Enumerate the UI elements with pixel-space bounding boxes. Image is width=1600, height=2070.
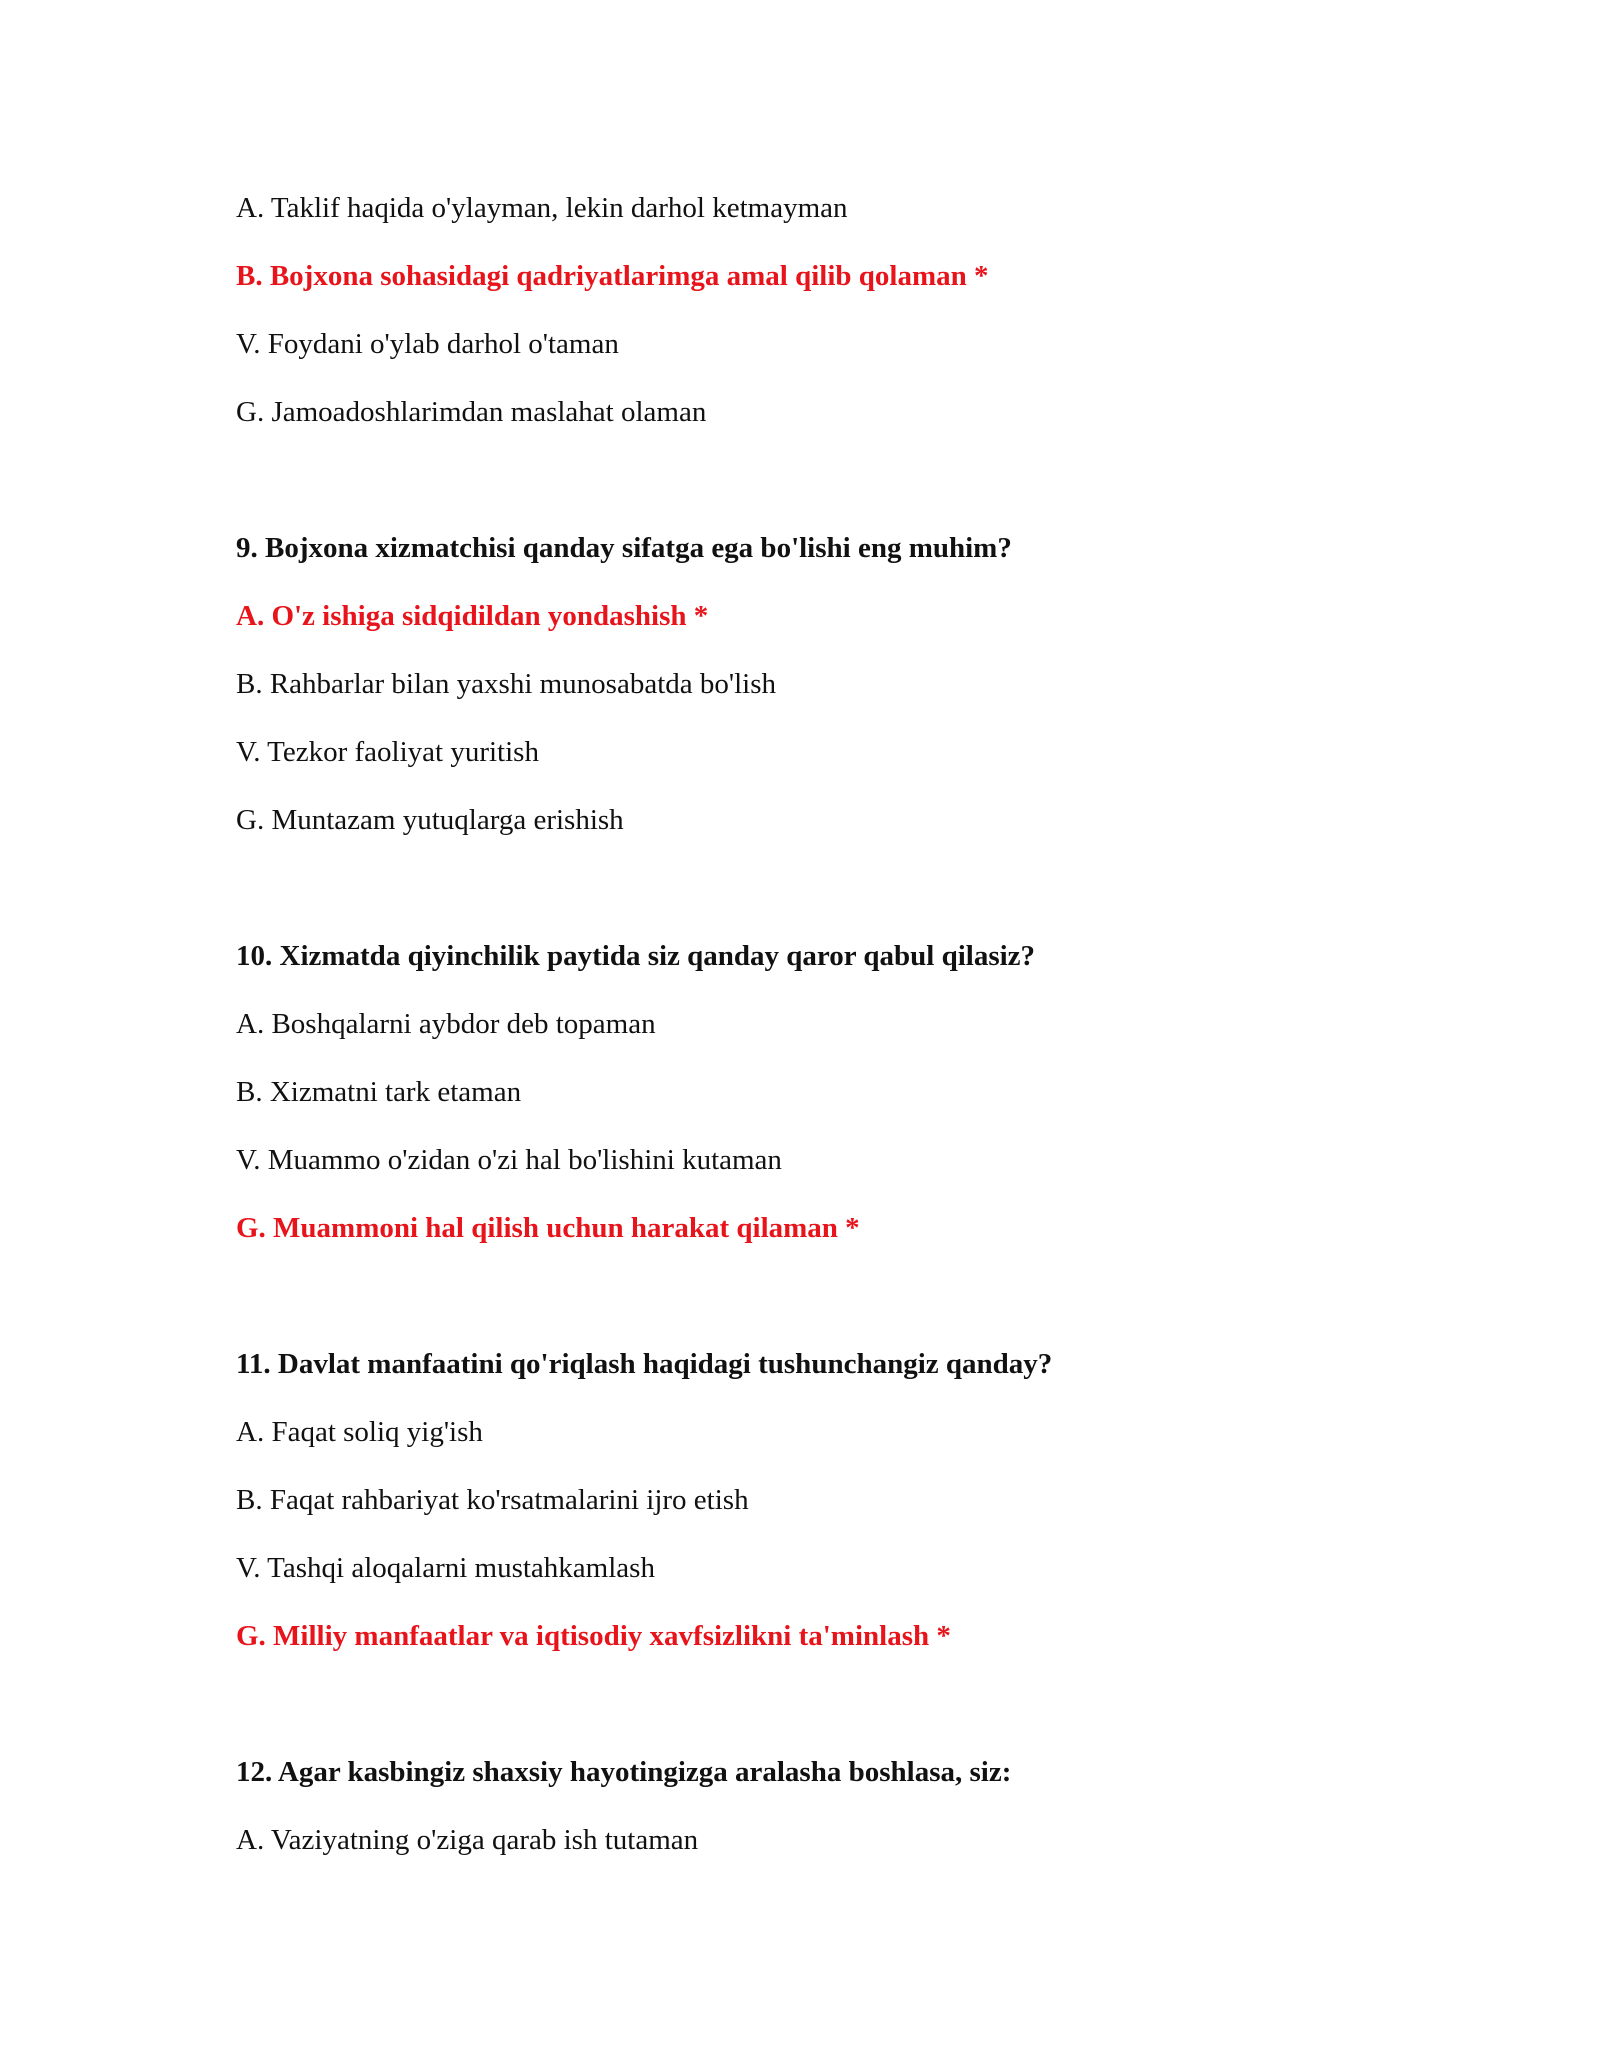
question-title: 12. Agar kasbingiz shaxsiy hayotingizga aralasha boshlasa, siz: (236, 1756, 1012, 1788)
answer-option: A. Taklif haqida o'ylayman, lekin darhol ketmayman (236, 192, 848, 224)
answer-option: V. Muammo o'zidan o'zi hal bo'lishini kutaman (236, 1144, 782, 1176)
question-title: 9. Bojxona xizmatchisi qanday sifatga ega bo'lishi eng muhim? (236, 532, 1012, 564)
answer-option-correct: A. O'z ishiga sidqidildan yondashish * (236, 600, 709, 632)
answer-option: V. Tezkor faoliyat yuritish (236, 736, 539, 768)
answer-option: A. Vaziyatning o'ziga qarab ish tutaman (236, 1824, 699, 1856)
answer-option-correct: G. Milliy manfaatlar va iqtisodiy xavfsizlikni ta'minlash * (236, 1620, 951, 1652)
answer-option-correct: B. Bojxona sohasidagi qadriyatlarimga amal qilib qolaman * (236, 260, 989, 292)
answer-option: B. Rahbarlar bilan yaxshi munosabatda bo'lish (236, 668, 777, 700)
answer-option: A. Boshqalarni aybdor deb topaman (236, 1008, 656, 1040)
answer-option: B. Xizmatni tark etaman (236, 1076, 522, 1108)
answer-option: V. Tashqi aloqalarni mustahkamlash (236, 1552, 655, 1584)
answer-option: G. Muntazam yutuqlarga erishish (236, 804, 624, 836)
answer-option: A. Faqat soliq yig'ish (236, 1416, 483, 1448)
answer-option: G. Jamoadoshlarimdan maslahat olaman (236, 396, 707, 428)
answer-option: B. Faqat rahbariyat ko'rsatmalarini ijro etish (236, 1484, 749, 1516)
question-title: 10. Xizmatda qiyinchilik paytida siz qanday qaror qabul qilasiz? (236, 940, 1036, 972)
answer-option-correct: G. Muammoni hal qilish uchun harakat qilaman * (236, 1212, 860, 1244)
answer-option: V. Foydani o'ylab darhol o'taman (236, 328, 619, 360)
question-title: 11. Davlat manfaatini qo'riqlash haqidagi tushunchangiz qanday? (236, 1348, 1053, 1380)
